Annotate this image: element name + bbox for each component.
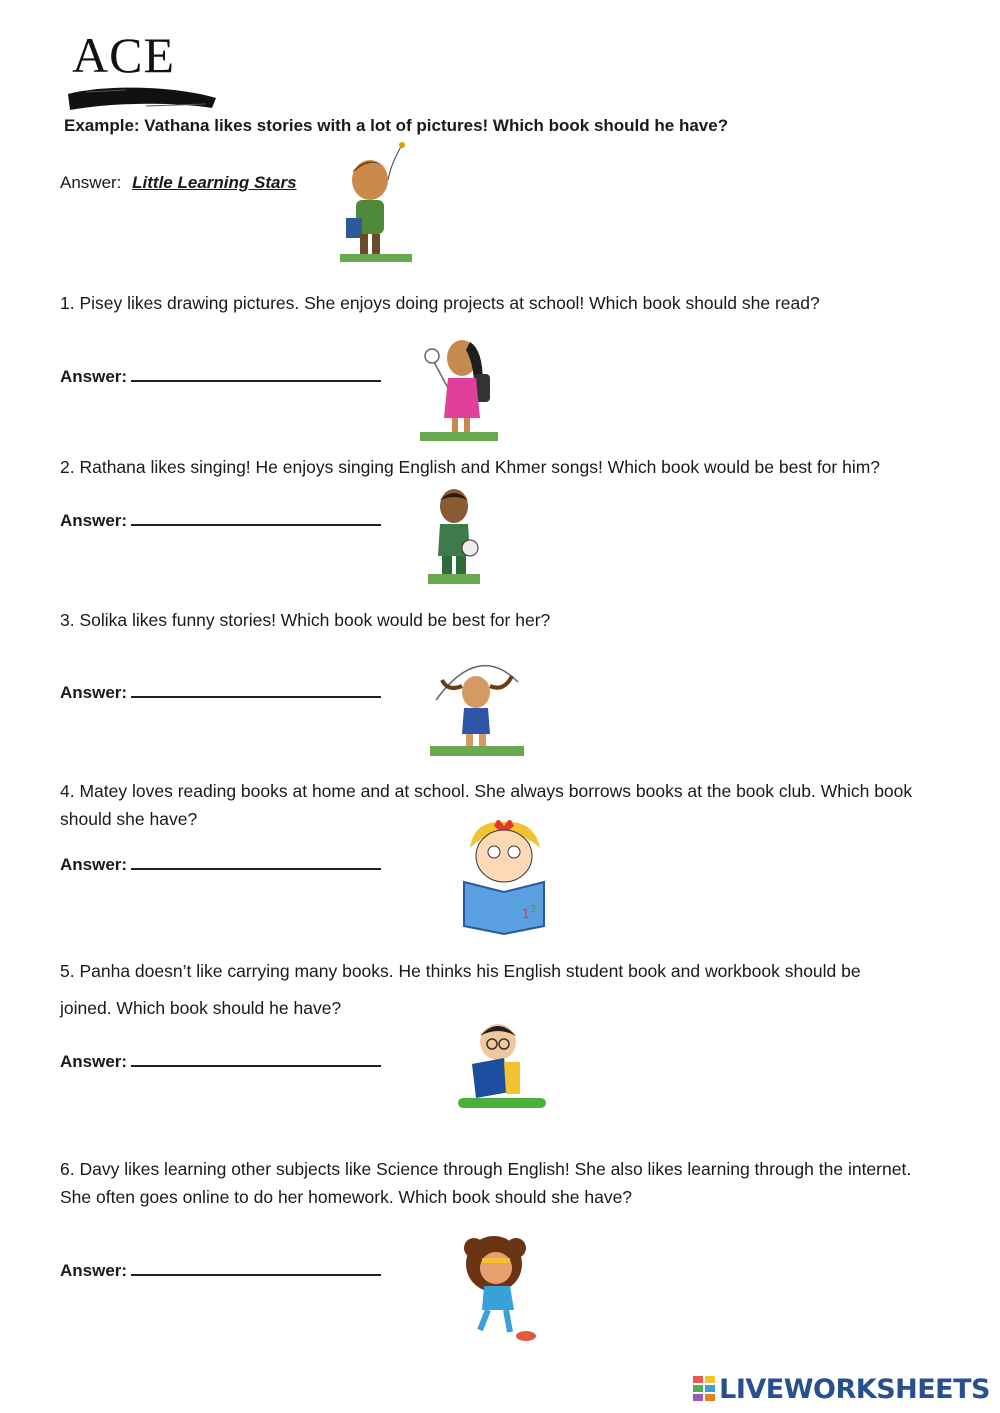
answer-label: Answer:	[60, 683, 128, 702]
answer-label: Answer:	[60, 511, 128, 530]
question-3: 3. Solika likes funny stories! Which book would be best for her?	[60, 610, 551, 630]
girl-with-backpack-illustration	[420, 328, 500, 443]
answer-row-2	[60, 510, 381, 531]
answer-label: Answer:	[60, 1052, 128, 1071]
girl-skipping-rope-illustration	[428, 652, 526, 762]
example-answer	[60, 173, 297, 193]
question-2: 2. Rathana likes singing! He enjoys singing English and Khmer songs! Which book would be best for him?	[60, 457, 881, 477]
answer-blank-5[interactable]	[131, 1051, 381, 1067]
example-question: Example: Vathana likes stories with a lot of pictures! Which book should he have?	[64, 116, 729, 135]
liveworksheets-icon	[693, 1376, 717, 1402]
answer-blank-6[interactable]	[131, 1260, 381, 1276]
svg-text:3: 3	[530, 904, 537, 915]
question-1: 1. Pisey likes drawing pictures. She enjoys doing projects at school! Which book should she read?	[60, 293, 820, 313]
answer-label: Answer:	[60, 1261, 128, 1280]
answer-blank-3[interactable]	[131, 682, 381, 698]
boy-reading-book-illustration	[458, 1018, 548, 1113]
liveworksheets-brand-text: LIVEWORKSHEETS	[719, 1374, 990, 1405]
answer-row-1	[60, 366, 381, 387]
answer-row-5	[60, 1051, 381, 1072]
boy-with-books-illustration	[340, 140, 415, 265]
answer-blank-1[interactable]	[131, 366, 381, 382]
boy-with-football-illustration	[428, 486, 483, 586]
svg-text:1: 1	[522, 907, 530, 921]
question-5-line-1: 5. Panha doesn’t like carrying many books. He thinks his English student book and workbook should be	[60, 961, 861, 981]
answer-row-4	[60, 854, 381, 875]
ace-logo-text: ACE	[72, 27, 175, 83]
answer-row-3	[60, 682, 381, 703]
answer-label: Answer:	[60, 367, 128, 386]
example-answer-label: Answer:	[60, 173, 122, 192]
girl-reading-book-illustration	[462, 820, 548, 935]
answer-blank-2[interactable]	[131, 510, 381, 526]
answer-row-6	[60, 1260, 381, 1281]
brush-stroke-icon	[66, 80, 218, 114]
example-answer-value: Little Learning Stars	[132, 173, 297, 192]
girl-jumping-illustration	[460, 1234, 540, 1342]
question-5-line-2: joined. Which book should he have?	[60, 998, 342, 1018]
question-4: 4. Matey loves reading books at home and at school. She always borrows books at the book club. Which book should she have?	[60, 781, 913, 829]
question-6: 6. Davy likes learning other subjects like Science through English! She also likes learning through the internet. She often goes online to do her homework. Which book should she have?	[60, 1159, 912, 1207]
answer-blank-4[interactable]	[131, 854, 381, 870]
answer-label: Answer:	[60, 855, 128, 874]
liveworksheets-logo	[693, 1374, 990, 1405]
